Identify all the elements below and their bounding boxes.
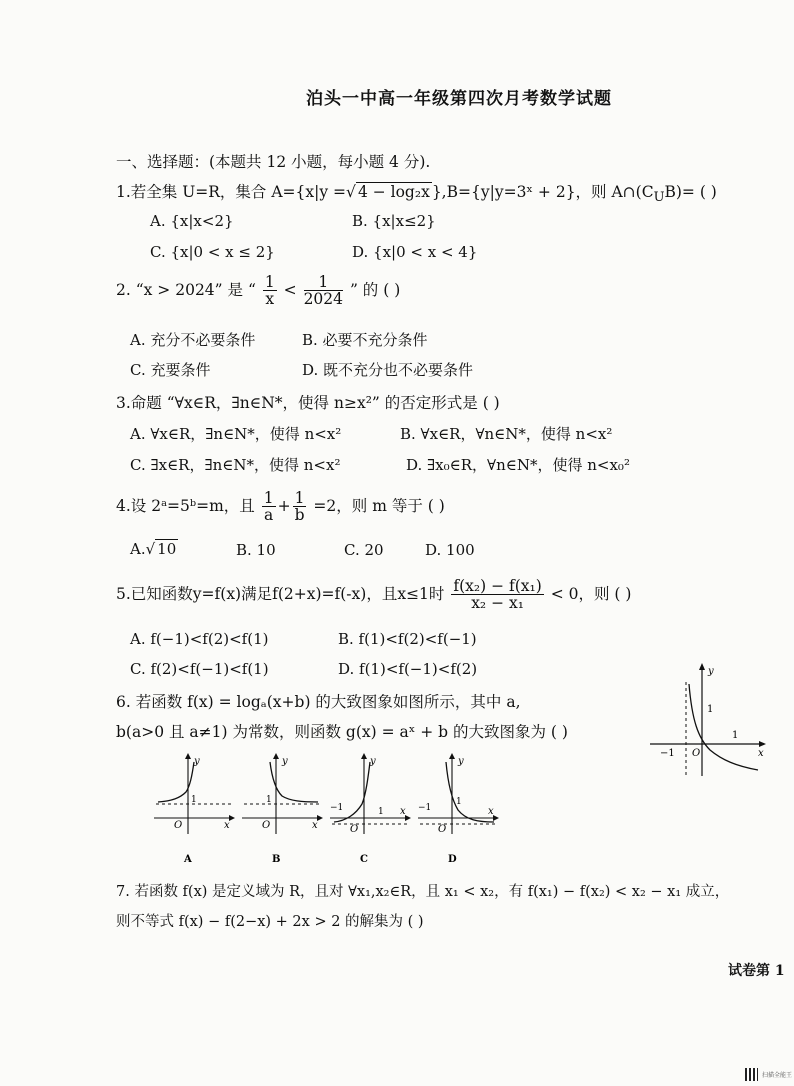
question-5-stem <box>116 578 631 612</box>
q2-f1-num: 1 <box>264 273 275 291</box>
c-y-arrow <box>361 753 367 759</box>
q1-stem-part-a: 1.若全集 U=R，集合 A={x|y = <box>116 183 347 201</box>
q1-stem-subscript: U <box>653 190 665 206</box>
q2-fraction-1 <box>263 274 277 308</box>
q6-option-graph-a <box>150 748 240 868</box>
q6-main-graph <box>648 660 770 780</box>
sqrt-symbol: √ <box>346 183 356 201</box>
q4-f1-num: 1 <box>263 489 274 507</box>
question-3-stem: 3.命题 “∀x∈R，∃n∈N*，使得 n≥x²” 的否定形式是 ( ) <box>116 394 500 412</box>
question-6-line-1: 6. 若函数 f(x) = logₐ(x+b) 的大致图象如图所示，其中 a, <box>116 693 521 711</box>
q1-stem-part-c: B)= ( ) <box>664 183 717 201</box>
d-origin-label: O <box>438 824 447 835</box>
d-neg1-label: −1 <box>418 803 432 813</box>
q1-sqrt-body: 4 − log₂x <box>357 183 430 201</box>
a-x-label: x <box>224 820 230 831</box>
q1-option-a: A. {x|x<2} <box>150 212 234 230</box>
d-x-label: x <box>488 806 494 817</box>
question-6-line-2: b(a>0 且 a≠1) 为常数，则函数 g(x) = aˣ + b 的大致图象为 ( ) <box>116 723 568 741</box>
q6-option-graph-d <box>414 748 504 868</box>
q4-f2-num: 1 <box>294 489 305 507</box>
main-x-label: x <box>758 748 764 759</box>
q2-stem-part-a: 2. “x > 2024” 是 “ <box>116 280 256 299</box>
page-title: 泊头一中高一年级第四次月考数学试题 <box>306 89 612 109</box>
a-option-label: A <box>184 854 192 865</box>
a-y-label: y <box>194 756 200 767</box>
q4-f2-den: b <box>294 506 305 525</box>
q4-option-a-sqrt: 10 <box>157 540 177 558</box>
b-curve <box>270 762 318 802</box>
q4-option-a <box>130 540 178 558</box>
c-neg1-label: −1 <box>330 803 344 813</box>
b-x-arrow <box>317 815 323 821</box>
q1-option-b: B. {x|x≤2} <box>352 212 436 230</box>
q6-option-graph-b <box>238 748 328 868</box>
main-x1-label: 1 <box>732 730 739 741</box>
q2-option-a: A. 充分不必要条件 <box>130 331 256 349</box>
q5-stem-part-a: 5.已知函数y=f(x)满足f(2+x)=f(-x)，且x≤1时 <box>116 584 445 603</box>
c-x-arrow <box>405 815 411 821</box>
qr-code-icon <box>745 1068 758 1081</box>
q4-plus: + <box>277 496 291 515</box>
q5-stem-part-b: < 0，则 ( ) <box>550 584 632 603</box>
b-y-arrow <box>273 753 279 759</box>
d-1-label: 1 <box>456 797 462 807</box>
a-curve <box>158 762 194 802</box>
c-y-label: y <box>370 756 376 767</box>
d-curve <box>446 762 494 822</box>
q2-f2-num: 1 <box>304 274 343 291</box>
d-y-label: y <box>458 756 464 767</box>
b-x-label: x <box>312 820 318 831</box>
b-origin-label: O <box>262 820 271 831</box>
q1-option-c: C. {x|0 < x ≤ 2} <box>150 243 275 261</box>
a-x-arrow <box>229 815 235 821</box>
q2-lt: < <box>283 280 297 299</box>
b-option-label: B <box>272 854 281 865</box>
question-2-stem <box>116 274 400 308</box>
q5-option-b: B. f(1)<f(2)<f(−1) <box>338 630 477 648</box>
c-origin-label: O <box>350 824 359 835</box>
main-y-label: y <box>708 666 714 677</box>
q4-option-d: D. 100 <box>425 541 475 559</box>
main-neg1-label: −1 <box>660 748 675 759</box>
main-x-arrow <box>759 741 766 747</box>
q4-stem-part-a: 4.设 2ᵃ=5ᵇ=m，且 <box>116 496 255 515</box>
q2-fraction-2 <box>304 274 343 308</box>
section-heading: 一、选择题：(本题共 12 小题，每小题 4 分). <box>116 153 431 171</box>
c-1-label: 1 <box>378 807 384 817</box>
q1-stem-part-b: },B={y|y=3ˣ + 2}，则 A∩(C <box>431 183 654 201</box>
question-1-stem <box>116 180 717 205</box>
q4-option-c: C. 20 <box>344 541 384 559</box>
q5-fraction <box>451 578 543 612</box>
q2-option-b: B. 必要不充分条件 <box>302 331 428 349</box>
scanner-watermark: 扫描全能王 <box>762 1072 793 1079</box>
q4-fraction-2 <box>293 490 307 524</box>
page-footer: 试卷第 1 <box>728 963 785 979</box>
q4-fraction-1 <box>262 490 276 524</box>
q4-option-b: B. 10 <box>236 541 276 559</box>
question-7-line-2: 则不等式 f(x) − f(2−x) + 2x > 2 的解集为 ( ) <box>116 914 424 930</box>
sqrt-symbol: √ <box>145 540 156 558</box>
a-1-label: 1 <box>191 795 197 805</box>
b-1-label: 1 <box>266 795 272 805</box>
q5-option-c: C. f(2)<f(−1)<f(1) <box>130 660 269 678</box>
a-origin-label: O <box>174 820 183 831</box>
q2-f2-den: 2024 <box>303 290 344 309</box>
q5-f-num: f(x₂) − f(x₁) <box>453 577 542 595</box>
q5-f-den: x₂ − x₁ <box>471 594 524 613</box>
c-x-label: x <box>400 806 406 817</box>
q5-option-a: A. f(−1)<f(2)<f(1) <box>130 630 269 648</box>
d-option-label: D <box>448 854 457 865</box>
d-y-arrow <box>449 753 455 759</box>
q5-option-d: D. f(1)<f(−1)<f(2) <box>338 660 478 678</box>
b-y-label: y <box>282 756 288 767</box>
q2-option-d: D. 既不充分也不必要条件 <box>302 361 474 379</box>
q2-option-c: C. 充要条件 <box>130 361 211 379</box>
q2-f1-den: x <box>265 290 275 309</box>
d-x-arrow <box>493 815 499 821</box>
main-y1-label: 1 <box>707 704 714 715</box>
q3-option-a: A. ∀x∈R，∃n∈N*，使得 n<x² <box>130 425 342 443</box>
main-y-arrow <box>699 663 705 670</box>
q4-f1-den: a <box>264 506 274 525</box>
c-option-label: C <box>360 854 368 865</box>
q4-option-a-prefix: A. <box>130 540 146 558</box>
c-curve <box>334 762 370 822</box>
q6-option-graph-c <box>326 748 416 868</box>
q2-stem-part-b: ” 的 ( ) <box>349 280 401 299</box>
q3-option-c: C. ∃x∈R，∃n∈N*，使得 n<x² <box>130 456 341 474</box>
question-7-line-1: 7. 若函数 f(x) 是定义域为 R，且对 ∀x₁,x₂∈R，且 x₁ < x₂，有 f(x₁) − f(x₂) < x₂ − x₁ 成立， <box>116 884 730 900</box>
q4-stem-part-b: =2，则 m 等于 ( ) <box>313 496 445 515</box>
main-origin-label: O <box>692 748 701 759</box>
q1-option-d: D. {x|0 < x < 4} <box>352 243 478 261</box>
q3-option-b: B. ∀x∈R，∀n∈N*，使得 n<x² <box>400 425 613 443</box>
q3-option-d: D. ∃x₀∈R，∀n∈N*，使得 n<x₀² <box>406 456 630 474</box>
question-4-stem <box>116 490 445 524</box>
a-y-arrow <box>185 753 191 759</box>
